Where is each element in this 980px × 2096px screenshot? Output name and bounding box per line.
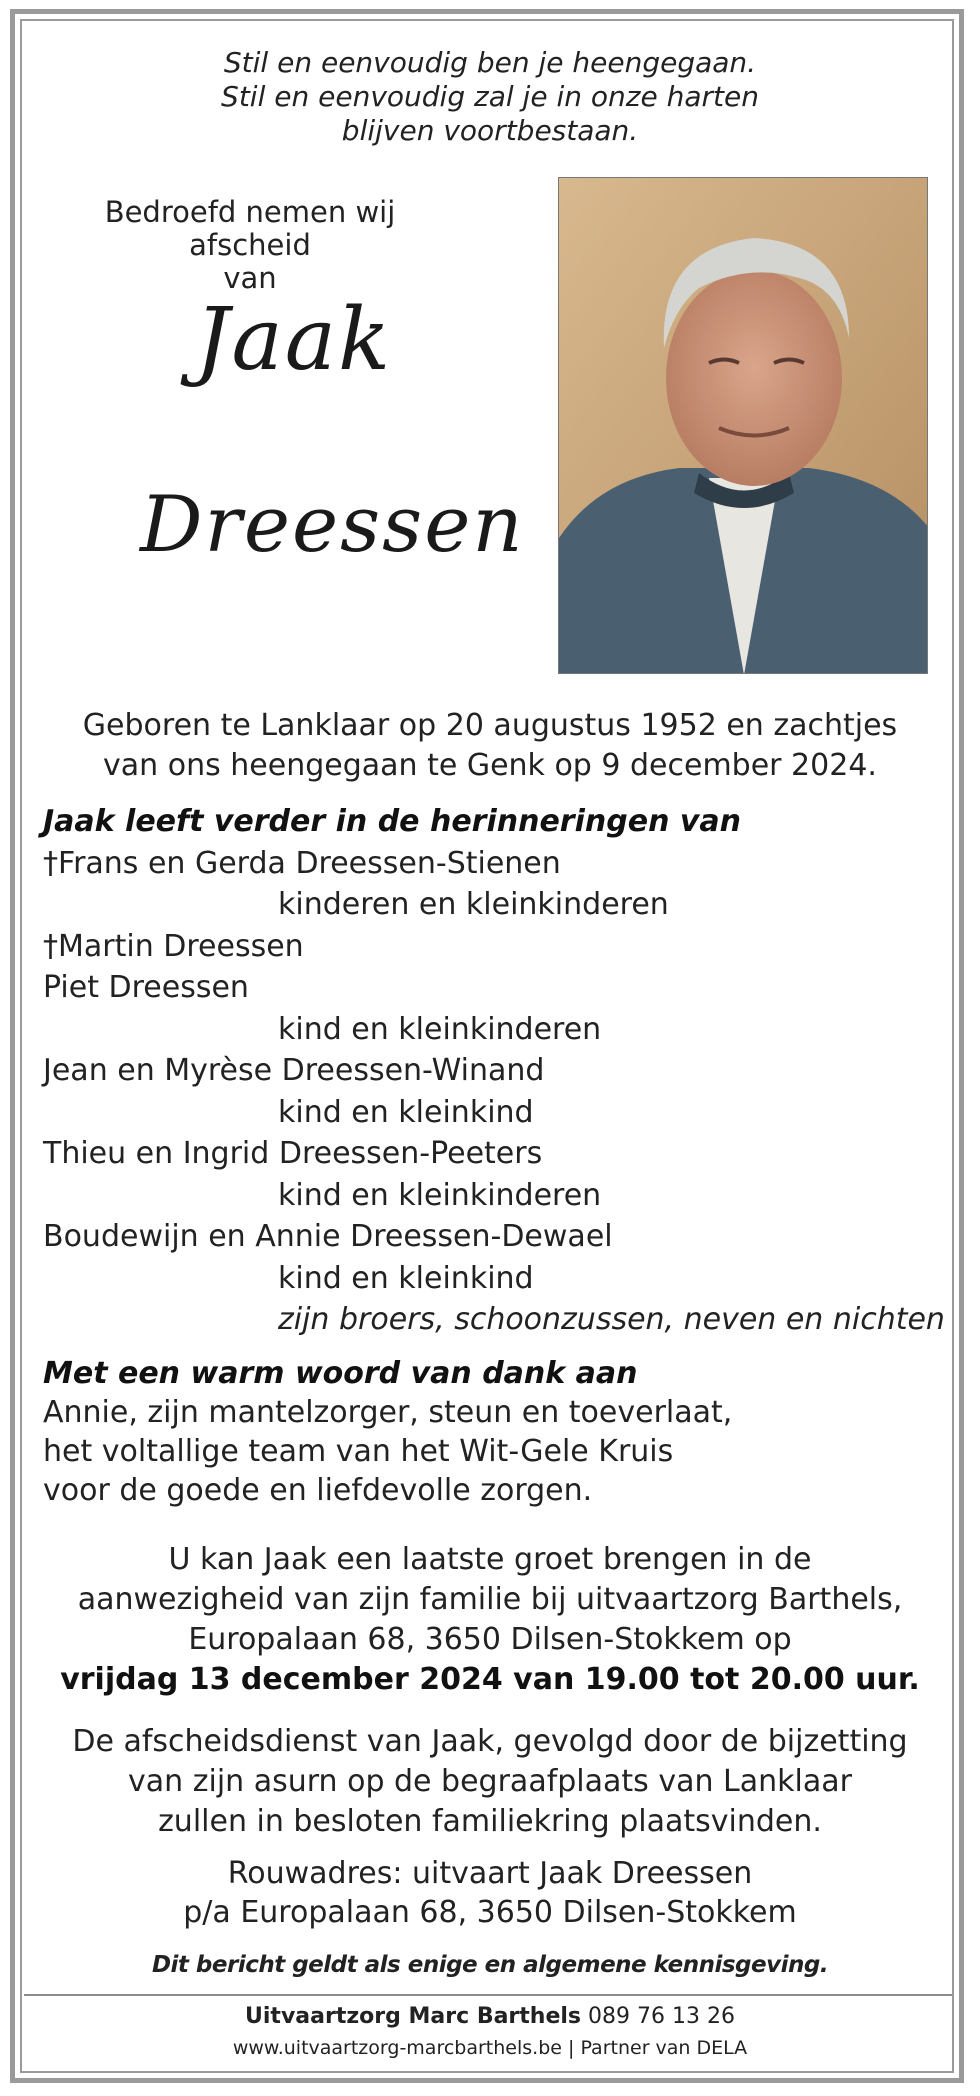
footer-company-line <box>0 2004 980 2029</box>
relative-descendants: kind en kleinkind <box>278 1260 534 1296</box>
poem-line: Stil en eenvoudig zal je in onze harten <box>221 80 759 113</box>
deceased-last-name: Dreessen <box>140 480 525 570</box>
portrait-illustration <box>559 178 928 674</box>
relative-descendants: kind en kleinkinderen <box>278 1011 602 1047</box>
thanks-line: voor de goede en liefdevolle zorgen. <box>43 1473 593 1508</box>
thanks-line: Annie, zijn mantelzorger, steun en toeverlaat, <box>43 1395 733 1430</box>
intro-line: Bedroefd nemen wij afscheid <box>104 195 396 262</box>
deceased-first-name: Jaak <box>195 290 393 390</box>
relative-name: †Martin Dreessen <box>43 928 304 964</box>
intro-line: van <box>223 261 277 295</box>
relatives-other: zijn broers, schoonzussen, neven en nichten <box>278 1302 945 1337</box>
footer-separator: | <box>568 2037 575 2059</box>
company-name: Uitvaartzorg Marc Barthels <box>245 2004 582 2029</box>
company-website[interactable]: www.uitvaartzorg-marcbarthels.be <box>232 2037 562 2059</box>
relative-name: †Frans en Gerda Dreessen-Stienen <box>43 845 561 881</box>
thanks-line: het voltallige team van het Wit-Gele Kruis <box>43 1434 674 1469</box>
thanks-heading: Met een warm woord van dank aan <box>43 1356 638 1391</box>
thanks-section <box>43 1354 732 1510</box>
footer-divider <box>24 1994 952 1996</box>
notice-text: Dit bericht geldt als enige en algemene kennisgeving. <box>151 1952 829 1978</box>
service-line: De afscheidsdienst van Jaak, gevolgd door de bijzetting <box>72 1724 908 1759</box>
memories-heading: Jaak leeft verder in de herinneringen van <box>43 804 742 839</box>
relative-name: Thieu en Ingrid Dreessen-Peeters <box>43 1136 543 1171</box>
service-line: van zijn asurn op de begraafplaats van Lanklaar <box>128 1764 852 1799</box>
visitation-line: U kan Jaak een laatste groet brengen in de <box>168 1542 812 1577</box>
visitation-line: aanwezigheid van zijn familie bij uitvaartzorg Barthels, <box>77 1582 903 1617</box>
birth-death-line: van ons heengegaan te Genk op 9 december 2024. <box>103 748 877 783</box>
relative-name: Piet Dreessen <box>43 970 249 1005</box>
relative-descendants: kinderen en kleinkinderen <box>278 887 669 922</box>
relative-descendants: kind en kleinkinderen <box>278 1177 602 1213</box>
relative-name: Boudewijn en Annie Dreessen-Dewael <box>43 1219 613 1254</box>
address-line: p/a Europalaan 68, 3650 Dilsen-Stokkem <box>183 1895 797 1930</box>
footer-web-line <box>0 2037 980 2059</box>
service-line: zullen in besloten familiekring plaatsvinden. <box>158 1804 822 1839</box>
poem <box>0 46 980 148</box>
relative-descendants: kind en kleinkind <box>278 1094 534 1130</box>
relative-name: Jean en Myrèse Dreessen-Winand <box>43 1053 545 1088</box>
address-line: Rouwadres: uitvaart Jaak Dreessen <box>227 1856 753 1891</box>
visitation-line: Europalaan 68, 3650 Dilsen-Stokkem op <box>188 1622 792 1657</box>
intro-text <box>50 196 450 295</box>
poem-line: blijven voortbestaan. <box>341 114 639 147</box>
partner-text: Partner van DELA <box>580 2037 748 2059</box>
visitation-section <box>0 1540 980 1700</box>
birth-death-text <box>0 706 980 786</box>
birth-death-line: Geboren te Lanklaar op 20 augustus 1952 en zachtjes <box>82 708 898 743</box>
service-section <box>0 1722 980 1842</box>
memories-section <box>43 801 945 1341</box>
visitation-date-time: vrijdag 13 december 2024 van 19.00 tot 20.00 uur. <box>60 1662 920 1697</box>
mourning-address <box>0 1854 980 1932</box>
portrait-photo <box>558 177 928 674</box>
company-phone: 089 76 13 26 <box>588 2004 735 2029</box>
poem-line: Stil en eenvoudig ben je heengegaan. <box>223 46 757 79</box>
